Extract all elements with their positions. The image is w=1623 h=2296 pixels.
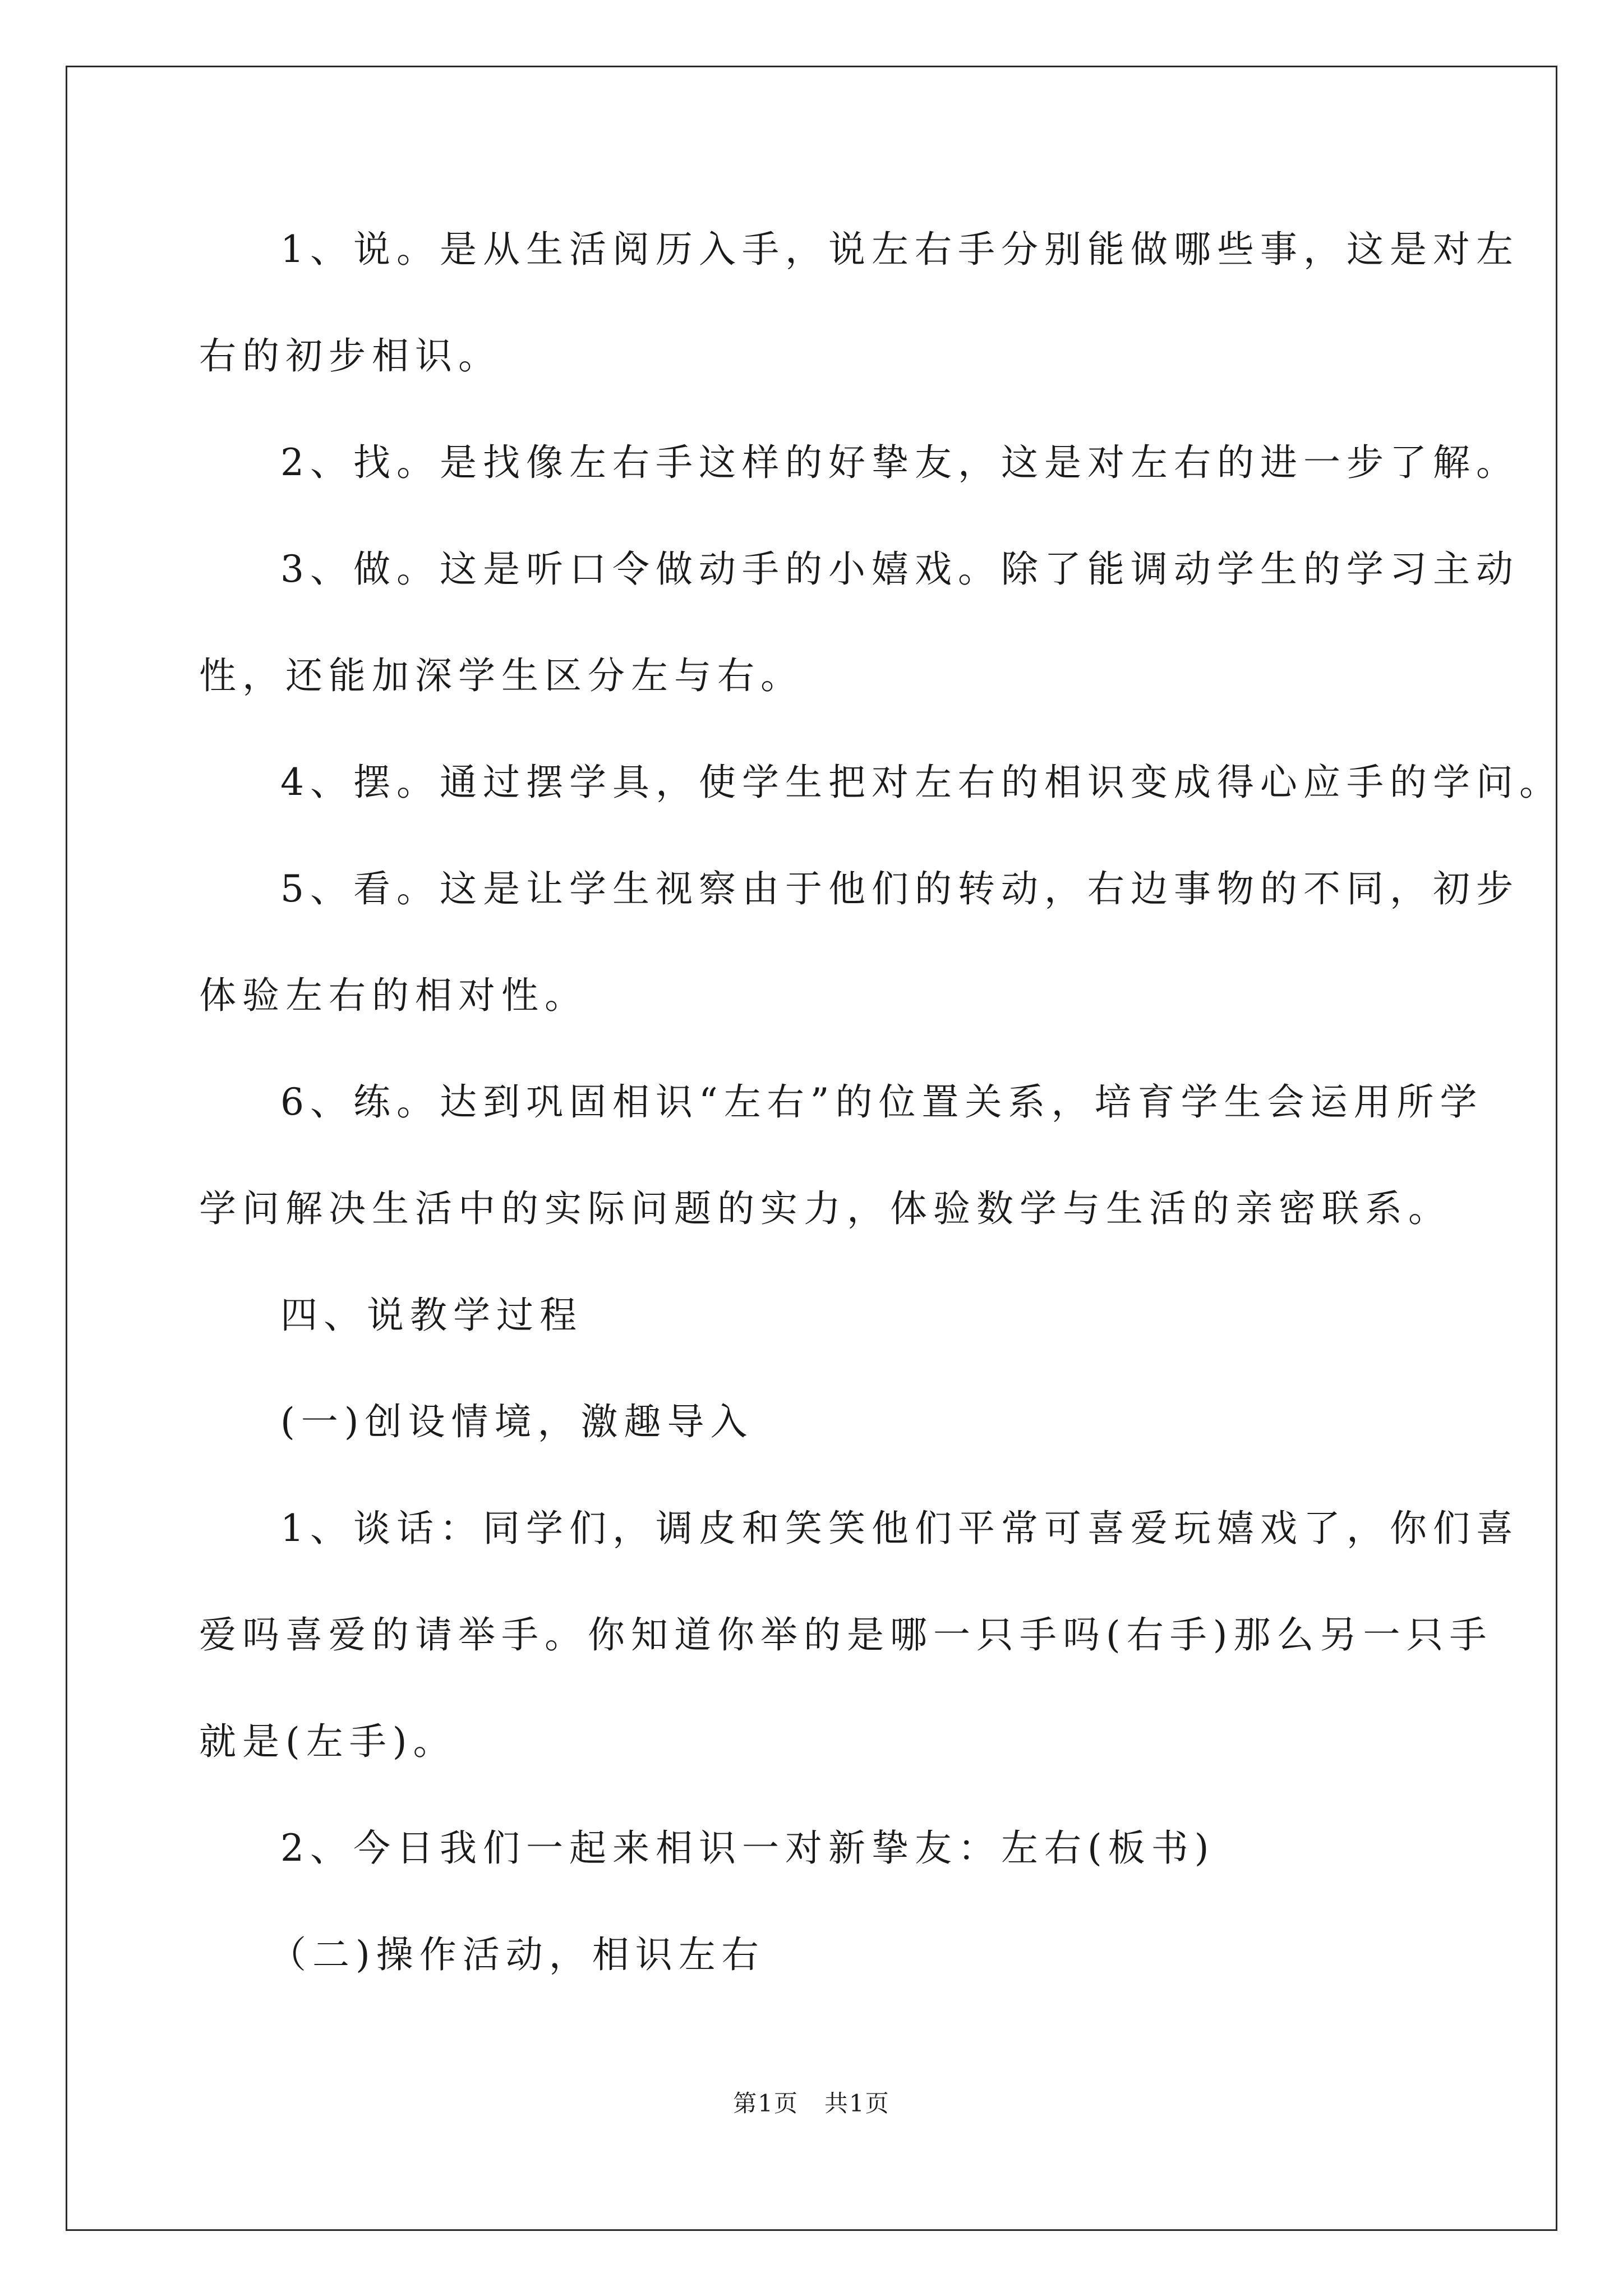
page-footer: 第1页 共1页 xyxy=(733,2090,890,2117)
paragraph-line-15: 就是(左手)。 xyxy=(199,1720,457,1763)
paragraph-line-9: 6、练。达到巩固相识“左右”的位置关系，培育学生会运用所学 xyxy=(280,1080,1483,1124)
paragraph-line-10: 学问解决生活中的实际问题的实力，体验数学与生活的亲密联系。 xyxy=(199,1187,1451,1230)
subsection-heading-1: (一)创设情境，激趣导入 xyxy=(280,1400,754,1443)
paragraph-line-13: 1、谈话：同学们，调皮和笑笑他们平常可喜爱玩嬉戏了，你们喜 xyxy=(280,1507,1519,1550)
paragraph-line-6: 4、摆。通过摆学具，使学生把对左右的相识变成得心应手的学问。 xyxy=(280,761,1562,804)
page-border xyxy=(66,66,1557,2231)
section-heading: 四、说教学过程 xyxy=(280,1294,583,1337)
paragraph-line-7: 5、看。这是让学生视察由于他们的转动，右边事物的不同，初步 xyxy=(280,867,1519,910)
paragraph-line-5: 性，还能加深学生区分左与右。 xyxy=(199,654,804,697)
paragraph-line-14: 爱吗喜爱的请举手。你知道你举的是哪一只手吗(右手)那么另一只手 xyxy=(199,1613,1493,1657)
paragraph-line-16: 2、今日我们一起来相识一对新挚友：左右(板书) xyxy=(280,1826,1215,1870)
paragraph-line-2: 右的初步相识。 xyxy=(199,334,501,378)
paragraph-line-1: 1、说。是从生活阅历入手，说左右手分别能做哪些事，这是对左 xyxy=(280,228,1519,271)
paragraph-line-8: 体验左右的相对性。 xyxy=(199,974,588,1017)
paragraph-line-4: 3、做。这是听口令做动手的小嬉戏。除了能调动学生的学习主动 xyxy=(280,547,1519,591)
paragraph-line-3: 2、找。是找像左右手这样的好挚友，这是对左右的进一步了解。 xyxy=(280,441,1519,484)
subsection-heading-2: （二)操作活动，相识左右 xyxy=(269,1933,765,1976)
